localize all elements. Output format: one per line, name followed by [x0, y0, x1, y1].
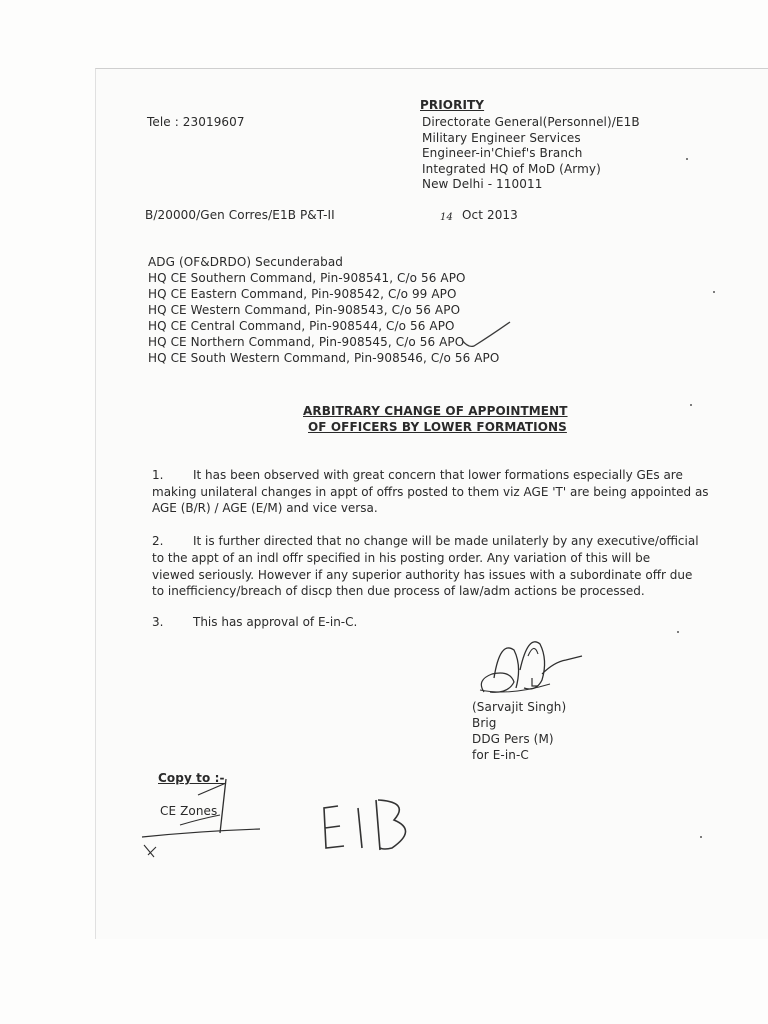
paragraph-line: to inefficiency/breach of discp then due process of law/adm actions be processed. — [152, 584, 645, 598]
addressee: HQ CE Western Command, Pin-908543, C/o 56 APO — [148, 303, 461, 317]
paragraph-line: This has approval of E-in-C. — [193, 615, 358, 629]
scan-speck — [686, 158, 688, 160]
paragraph-line: to the appt of an indl offr specified in his posting order. Any variation of this will be — [152, 551, 651, 565]
subject-line-2: OF OFFICERS BY LOWER FORMATIONS — [308, 420, 567, 434]
subject-line-1: ARBITRARY CHANGE OF APPOINTMENT — [303, 404, 568, 418]
telephone: Tele : 23019607 — [147, 115, 245, 129]
signatory-for: for E-in-C — [472, 748, 529, 762]
scan-speck — [677, 631, 679, 633]
addressee: HQ CE Northern Command, Pin-908545, C/o 56 APO — [148, 335, 465, 349]
addressee: HQ CE Central Command, Pin-908544, C/o 56 APO — [148, 319, 455, 333]
handwritten-e1b-mark — [318, 790, 428, 860]
paragraph-number: 1. — [152, 468, 164, 482]
copy-to-recipient: CE Zones — [160, 804, 218, 818]
address-line: Military Engineer Services — [422, 131, 581, 145]
date-day-handwritten: 14 — [440, 212, 453, 223]
addressee: HQ CE Eastern Command, Pin-908542, C/o 99 APO — [148, 287, 457, 301]
paragraph-number: 3. — [152, 615, 164, 629]
addressee: HQ CE South Western Command, Pin-908546, C/o 56 APO — [148, 351, 500, 365]
paragraph-number: 2. — [152, 534, 164, 548]
handwritten-arrow-mark — [140, 775, 270, 865]
tick-mark-icon — [460, 318, 520, 358]
priority-label: PRIORITY — [420, 98, 485, 112]
signatory-designation: DDG Pers (M) — [472, 732, 554, 746]
address-line: Engineer-in'Chief's Branch — [422, 146, 583, 160]
scan-speck — [700, 836, 702, 838]
paragraph-line: AGE (B/R) / AGE (E/M) and vice versa. — [152, 501, 378, 515]
scan-speck — [690, 404, 692, 406]
reference-number: B/20000/Gen Corres/E1B P&T-II — [145, 208, 335, 222]
address-line: New Delhi - 110011 — [422, 177, 543, 191]
paragraph-line: making unilateral changes in appt of offrs posted to them viz AGE 'T' are being appointed as — [152, 485, 709, 499]
letter-date: Oct 2013 — [462, 208, 518, 222]
addressee: ADG (OF&DRDO) Secunderabad — [148, 255, 343, 269]
addressee: HQ CE Southern Command, Pin-908541, C/o 56 APO — [148, 271, 466, 285]
address-line: Directorate General(Personnel)/E1B — [422, 115, 640, 129]
paragraph-line: viewed seriously. However if any superior authority has issues with a subordinate offr due — [152, 568, 693, 582]
scan-speck — [713, 291, 715, 293]
paragraph-line: It has been observed with great concern that lower formations especially GEs are — [193, 468, 683, 482]
signatory-name: (Sarvajit Singh) — [472, 700, 567, 714]
paragraph-line: It is further directed that no change will be made unilaterly by any executive/official — [193, 534, 699, 548]
address-line: Integrated HQ of MoD (Army) — [422, 162, 601, 176]
copy-to-label: Copy to :- — [158, 771, 225, 785]
signature-scribble — [470, 630, 590, 710]
signatory-rank: Brig — [472, 716, 497, 730]
